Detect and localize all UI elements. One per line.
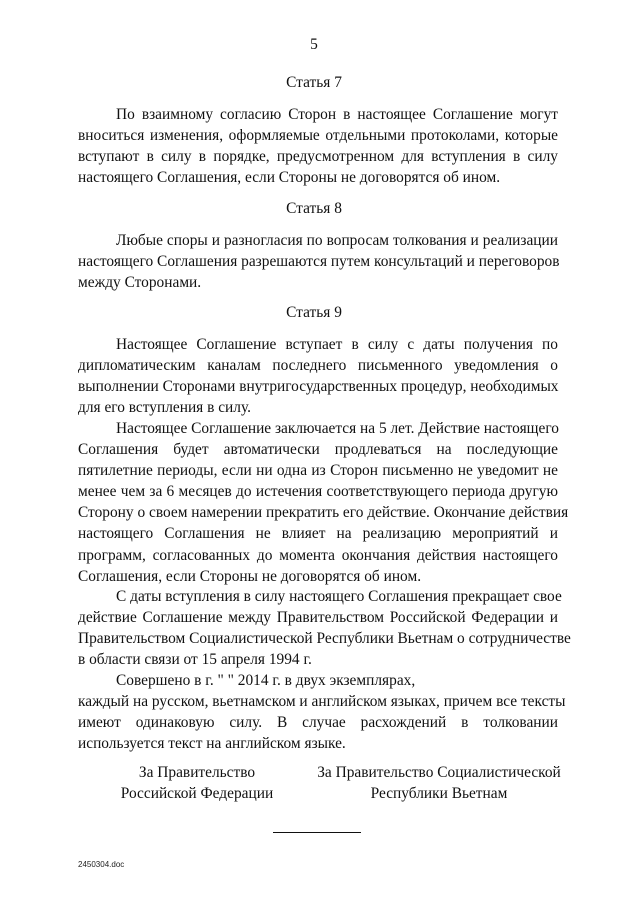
signature-russia-line-1: За Правительство — [138, 764, 256, 781]
closing-paragraph: Совершено в г. " " 2014 г. в двух экземплярах, каждый на русском, вьетнамском и английском языках, причем все тексты имеют одинаковую силу. В случае расхождений в толковании используется текст на английском языке. — [78, 672, 566, 753]
article-7-heading: Статья 7 — [286, 74, 342, 91]
article-9-paragraph-1: Настоящее Соглашение вступает в силу с даты получения по дипломатическим каналам последнего письменного уведомления о выполнении Сторонами внутригосударственных процедур, необходимых для его вступления в силу. — [78, 336, 559, 417]
article-9-paragraph-3: С даты вступления в силу настоящего Соглашения прекращает свое действие Соглашение между Правительством Российской Федерации и Правительством Социалистической Республики Вьетнам о сотрудничестве в области связи от 15 апреля 1994 г. — [78, 588, 571, 669]
signature-vietnam-line-1: За Правительство Социалистической — [317, 764, 561, 781]
signature-russia — [108, 762, 286, 804]
document-reference: 2450304.doc — [78, 860, 125, 869]
end-divider — [273, 832, 361, 833]
article-7-paragraph-1: По взаимному согласию Сторон в настоящее Соглашение могут вноситься изменения, оформляемые отдельными протоколами, которые вступают в силу в порядке, предусмотренном для вступления в силу настоящего Соглашения, если Стороны не договорятся об ином. — [78, 106, 558, 187]
article-9-paragraph-2: Настоящее Соглашение заключается на 5 лет. Действие настоящего Соглашения будет автоматически продлеваться на последующие пятилетние периоды, если ни одна из Сторон письменно не уведомит не менее чем за 6 месяцев до истечения соответствующего периода другую Сторону о своем намерении прекратить его действие. Окончание действия настоящего Соглашения не влияет на реализацию мероприятий и программ, согласованных до момента окончания действия настоящего Соглашения, если Стороны не договорятся об ином. — [78, 420, 569, 585]
article-9-heading: Статья 9 — [286, 304, 342, 321]
article-8-heading: Статья 8 — [286, 200, 342, 217]
signature-vietnam — [316, 762, 562, 804]
signature-vietnam-line-2: Республики Вьетнам — [370, 785, 508, 802]
page-number: 5 — [310, 36, 318, 53]
signature-russia-line-2: Российской Федерации — [120, 785, 274, 802]
article-8-paragraph-1: Любые споры и разногласия по вопросам толкования и реализации настоящего Соглашения разрешаются путем консультаций и переговоров между Сторонами. — [78, 232, 560, 292]
